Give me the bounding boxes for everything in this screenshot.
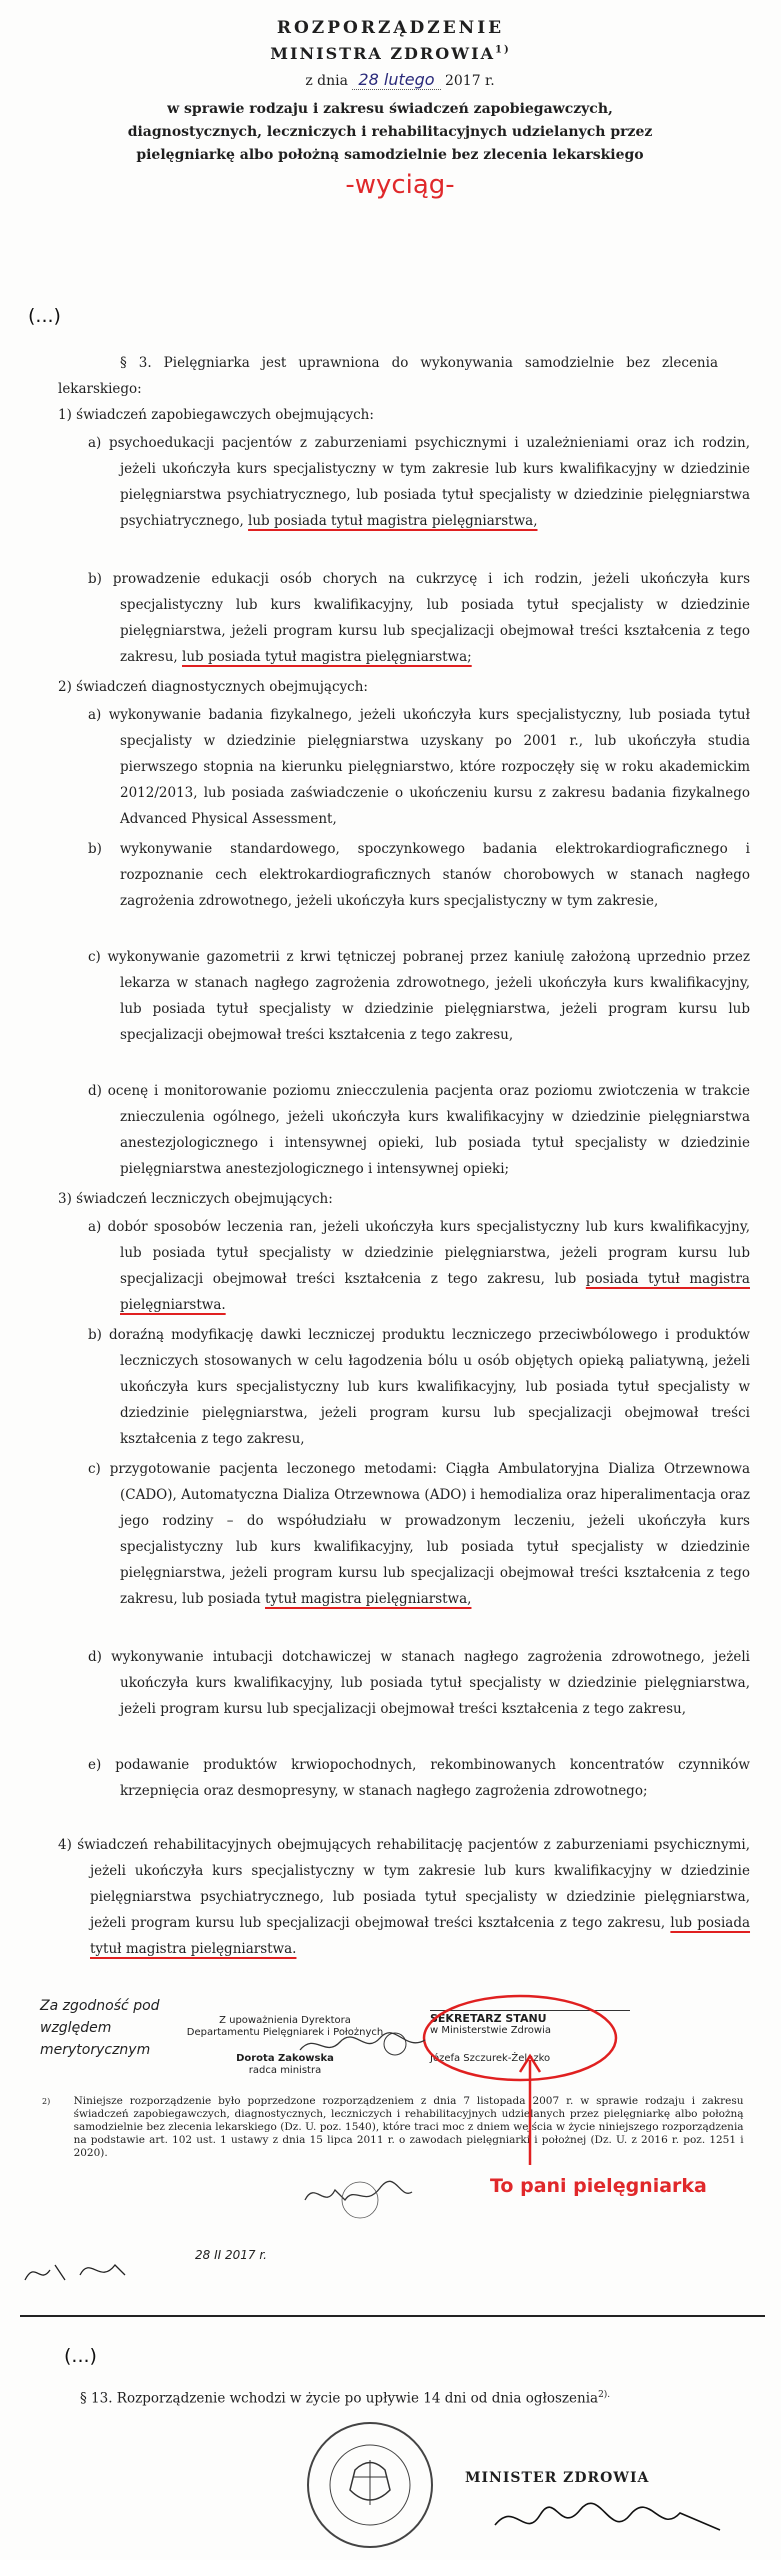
point-2c: c) wykonywanie gazometrii z krwi tętniczej pobranej przez kaniulę założoną uprzednio przez lekarza w stanach nagłego zagrożenia zdrowotnego, jeżeli ukończyła kurs kwalifikacyjny, lub posiada tytuł specjalisty w dziedzinie pielęgniarstwa, jeżeli program kursu lub specjalizacji obejmował treści kształcenia z tego zakresu, xyxy=(88,949,750,1043)
authority-name: MINISTRA ZDROWIA xyxy=(270,44,495,63)
stamp-line: w Ministerstwie Zdrowia xyxy=(430,2025,551,2036)
point-4 xyxy=(58,1832,750,1962)
stamp-name: Józefa Szczurek-Żelazko xyxy=(430,2053,551,2064)
handwritten-date-note: 28 II 2017 r. xyxy=(195,2248,267,2262)
footnote-text: Niniejsze rozporządzenie było poprzedzone rozporządzeniem z dnia 7 listopada 2007 r. w sprawie rodzaju i zakresu świadczeń zapobiegawczych, diagnostycznych, leczniczych i rehabilitacyjnych udzielanych przez pielęgniarkę albo położną samodzielnie bez zlecenia lekarskiego (Dz. U. poz. 1540), które traci moc z dniem wejścia w życie niniejszego rozporządzenia na podstawie art. 102 ust. 1 ustawy z dnia 15 lipca 2011 r. o zawodach pielęgniarki i położnej (Dz. U. z 2016 r. poz. 1251 i 2020). xyxy=(73,2095,744,2159)
stamp-name: Dorota Zakowska xyxy=(236,2053,334,2064)
ministry-seal-icon xyxy=(295,2415,445,2555)
red-annotation: To pani pielęgniarka xyxy=(490,2175,707,2197)
point-3: 3) świadczeń leczniczych obejmujących: xyxy=(58,1191,333,1207)
point-1: 1) świadczeń zapobiegawczych obejmujących: xyxy=(58,407,374,423)
point-2d: d) ocenę i monitorowanie poziomu zniecczulenia pacjenta oraz poziomu zwiotczenia w trakcie znieczulenia ogólnego, jeżeli ukończyła kurs kwalifikacyjny w dziedzinie pielęgniarstwa anestezjologicznego i intensywnej opieki, lub posiada tytuł specjalisty w dziedzinie pielęgniarstwa anestezjologicznego i intensywnej opieki; xyxy=(88,1083,750,1177)
section-13-text: § 13. Rozporządzenie wchodzi w życie po upływie 14 dni od dnia ogłoszenia xyxy=(80,2390,599,2407)
footnote-ref: 1) xyxy=(495,44,511,56)
red-arrow-icon xyxy=(500,2050,560,2170)
highlight-magister: lub posiada tytuł magistra pielęgniarstwa, xyxy=(248,513,538,529)
point-4-text: 4) świadczeń rehabilitacyjnych obejmujących rehabilitację pacjentów z zaburzeniami psychicznymi, jeżeli ukończyła kurs specjalistyczny w tym zakresie lub kurs kwalifikacyjny w dziedzinie pielęgniarstwa psychiatrycznego, lub posiada tytuł specjalisty w dziedzinie pielęgniarstwa, jeżeli program kursu lub specjalizacji obejmował treści kształcenia z tego zakresu, xyxy=(58,1837,750,1931)
minister-signature-icon xyxy=(490,2495,730,2550)
point-2a: a) wykonywanie badania fizykalnego, jeżeli ukończyła kurs specjalistyczny, lub posiada tytuł specjalisty w dziedzinie pielęgniarstwa uzyskany po 2001 r., lub ukończyła studia pierwszego stopnia na kierunku pielęgniarstwo, które rozpoczęły się w roku akademickim 2012/2013, lub posiada zaświadczenie o ukończeniu kursu z zakresu badania fizykalnego Advanced Physical Assessment, xyxy=(88,707,750,827)
handwritten-date: 28 lutego xyxy=(352,70,440,90)
point-1a xyxy=(88,430,750,534)
footnote-ref: 2). xyxy=(598,2390,611,2400)
highlight-magister: lub posiada tytuł magistra pielęgniarstwa; xyxy=(182,649,472,665)
stamp-line: radca ministra xyxy=(248,2065,322,2076)
date-year: 2017 r. xyxy=(444,73,495,89)
point-3d: d) wykonywanie intubacji dotchawiczej w stanach nagłego zagrożenia zdrowotnego, jeżeli ukończyła kurs kwalifikacyjny, lub posiada tytuł specjalisty w dziedzinie pielęgniarstwa, jeżeli program kursu lub specjalizacji obejmował treści kształcenia z tego zakresu, xyxy=(88,1649,750,1717)
point-1a-text: a) psychoedukacji pacjentów z zaburzeniami psychicznymi i uzależnieniami oraz ich rodzin, jeżeli ukończyła kurs specjalistyczny w tym zakresie lub kurs kwalifikacyjny w dziedzinie pielęgniarstwa psychiatrycznego, lub posiada tytuł specjalisty w dziedzinie pielęgniarstwa psychiatrycznego, xyxy=(88,435,750,529)
minister-signature-icon xyxy=(300,2170,420,2220)
point-2b: b) wykonywanie standardowego, spoczynkowego badania elektrokardiograficznego i rozpoznanie cech elektrokardiograficznych stanów chorobowych w stanach nagłego zagrożenia zdrowotnego, jeżeli ukończyła kurs specjalistyczny w tym zakresie, xyxy=(88,841,750,909)
signature-block xyxy=(20,1990,765,2317)
date-prefix: z dnia xyxy=(305,73,348,89)
handwritten-approval-note: Za zgodność pod względem merytorycznym xyxy=(40,1998,160,2058)
footnote-mark: 2) xyxy=(42,2097,51,2106)
section-3-intro: § 3. Pielęgniarka jest uprawniona do wykonywania samodzielnie bez zlecenia lekarskiego: xyxy=(58,355,718,397)
excerpt-label: -wyciąg- xyxy=(345,170,455,200)
point-3c xyxy=(88,1456,750,1612)
highlight-magister: lub posiada tytuł magistra pielęgniarstwa. xyxy=(90,1915,751,1957)
stamp-line: Departamentu Pielęgniarek i Położnych xyxy=(186,2027,384,2038)
highlight-magister: posiada tytuł magistra pielęgniarstwa. xyxy=(120,1271,750,1313)
highlight-magister: tytuł magistra pielęgniarstwa, xyxy=(265,1591,472,1607)
handwritten-signature-icon xyxy=(295,2030,455,2060)
point-3e: e) podawanie produktów krwiopochodnych, rekombinowanych koncentratów czynników krzepnięcia oraz desmopresyny, w stanach nagłego zagrożenia zdrowotnego; xyxy=(88,1757,750,1799)
omission-mark: (...) xyxy=(28,305,61,327)
document-authority xyxy=(0,44,781,63)
omission-mark: (...) xyxy=(64,2345,97,2367)
point-2: 2) świadczeń diagnostycznych obejmujących: xyxy=(58,679,368,695)
stamp-line: Z upoważnienia Dyrektora xyxy=(219,2015,351,2026)
document-title: ROZPORZĄDZENIE xyxy=(276,18,505,38)
minister-title: MINISTER ZDROWIA xyxy=(465,2470,650,2486)
point-3a-text: a) dobór sposobów leczenia ran, jeżeli ukończyła kurs specjalistyczny lub kurs kwalifikacyjny, lub posiada tytuł specjalisty w dziedzinie pielęgniarstwa, jeżeli program kursu lub specjalizacji obejmował treści kształcenia z tego zakresu, lub xyxy=(88,1219,750,1287)
date-line xyxy=(120,70,680,89)
point-1b-text: b) prowadzenie edukacji osób chorych na cukrzycę i ich rodzin, jeżeli ukończyła kurs specjalistyczny lub kurs kwalifikacyjny, lub posiada tytuł specjalisty w dziedzinie pielęgniarstwa, jeżeli program kursu lub specjalizacji obejmował treści kształcenia z tego zakresu, xyxy=(88,571,750,665)
point-3c-text: c) przygotowanie pacjenta leczonego metodami: Ciągła Ambulatoryjna Dializa Otrzewnowa (CADO), Automatyczna Dializa Otrzewnowa (ADO) i hemodializa oraz hiperalimentacja oraz jego rodziny – do współudziału w prowadzonym leczeniu, jeżeli ukończyła kurs specjalistyczny lub kurs kwalifikacyjny, lub posiada tytuł specjalisty w dziedzinie pielęgniarstwa, jeżeli program kursu lub specjalizacji obejmował treści kształcenia z tego zakresu, lub posiada xyxy=(88,1461,750,1607)
stamp-title: SEKRETARZ STANU xyxy=(430,2012,547,2025)
point-3a xyxy=(88,1214,750,1318)
section-13 xyxy=(80,2390,740,2407)
point-1b xyxy=(88,566,750,670)
document-subject: w sprawie rodzaju i zakresu świadczeń zapobiegawczych, diagnostycznych, leczniczych i rehabilitacyjnych udzielanych przez pielęgniarkę albo położną samodzielnie bez zlecenia lekarskiego xyxy=(127,101,653,163)
footnote xyxy=(42,2095,757,2160)
point-3b: b) doraźną modyfikację dawki leczniczej produktu leczniczego przeciwbólowego i produktów leczniczych stosowanych w celu łagodzenia bólu u osób objętych opieką paliatywną, jeżeli ukończyła kurs specjalistyczny lub kurs kwalifikacyjny, lub posiada tytuł specjalisty w dziedzinie pielęgniarstwa, jeżeli program kursu lub specjalizacji obejmował treści kształcenia z tego zakresu, xyxy=(88,1327,750,1447)
